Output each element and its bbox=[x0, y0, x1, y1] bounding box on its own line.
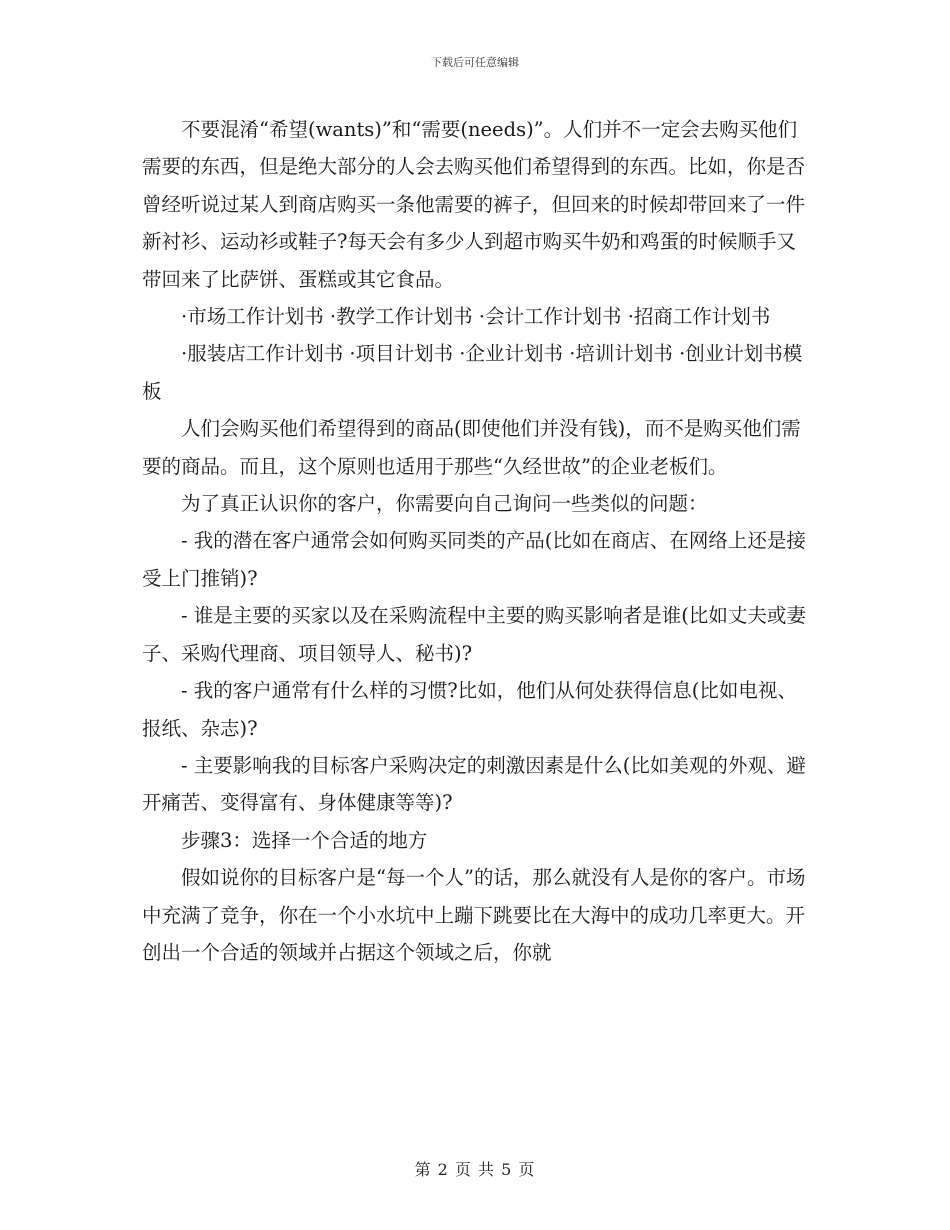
related-links-row-2: ·服装店工作计划书 ·项目计划书 ·企业计划书 ·培训计划书 ·创业计划书模板 bbox=[142, 342, 803, 403]
step-3-heading: 步骤3：选择一个合适的地方 bbox=[181, 828, 428, 852]
paragraph-choose-niche: 假如说你的目标客户是“每一个人”的话，那么就没有人是你的客户。市场中充满了竞争，你在一个小水坑中上蹦下跳要比在大海中的成功几率更大。开创出一个合适的领域并占据这个领域之后，你就 bbox=[142, 866, 806, 964]
page-number: 第 2 页 共 5 页 bbox=[414, 1160, 536, 1179]
paragraph-wants-vs-needs: 不要混淆“希望(wants)”和“需要(needs)”。人们并不一定会去购买他们需要的东西，但是绝大部分的人会去购买他们希望得到的东西。比如，你是否曾经听说过某人到商店购买一条他需要的裤子，但回来的时候却带回来了一件新衬衫、运动衫或鞋子?每天会有多少人到超市购买牛奶和鸡蛋的时候顺手又带回来了比萨饼、蛋糕或其它食品。 bbox=[142, 118, 806, 291]
question-customer-habits: - 我的客户通常有什么样的习惯?比如，他们从何处获得信息(比如电视、报纸、杂志)? bbox=[142, 679, 797, 740]
question-buying-channel: - 我的潜在客户通常会如何购买同类的产品(比如在商店、在网络上还是接受上门推销)? bbox=[142, 529, 806, 590]
paragraph-know-your-customer: 为了真正认识你的客户，你需要向自己询问一些类似的问题： bbox=[181, 492, 708, 516]
question-purchase-stimulus: - 主要影响我的目标客户采购决定的刺激因素是什么(比如美观的外观、避开痛苦、变得富有、身体健康等等)? bbox=[142, 753, 806, 815]
document-body bbox=[142, 111, 810, 971]
paragraph-buy-what-they-want: 人们会购买他们希望得到的商品(即使他们并没有钱)，而不是购买他们需要的商品。而且，这个原则也适用于那些“久经世故”的企业老板们。 bbox=[142, 417, 801, 478]
related-links-row-1: ·市场工作计划书 ·教学工作计划书 ·会计工作计划书 ·招商工作计划书 bbox=[181, 305, 771, 329]
question-main-buyer: - 谁是主要的买家以及在采购流程中主要的购买影响者是谁(比如丈夫或妻子、采购代理商、项目领导人、秘书)? bbox=[142, 604, 806, 665]
page-header: 下载后可任意编辑 bbox=[431, 56, 519, 69]
